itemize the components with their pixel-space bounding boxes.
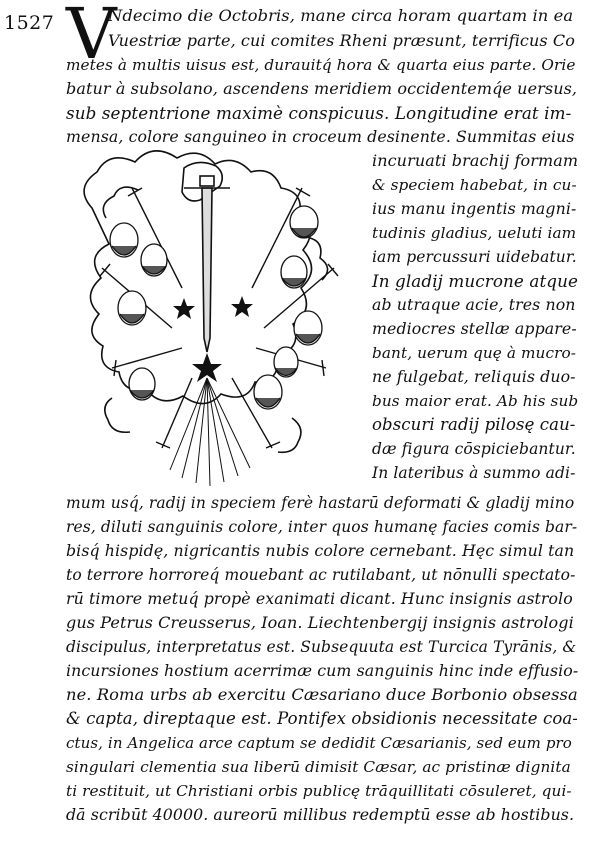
text-line: dæ figura cōspiciebantur. bbox=[372, 440, 576, 458]
text-line: In lateribus à summo adi- bbox=[372, 464, 576, 482]
text-line: sub septentrione maximè conspicuus. Longitudine erat im- bbox=[66, 103, 572, 123]
face-illustration bbox=[110, 223, 138, 257]
text-line: ti restituit, ut Christiani orbis publicę trāquillitati cōsuleret, qui- bbox=[66, 782, 572, 800]
text-line: ne. Roma urbs ab exercitu Cæsariano duce Borbonio obsessa bbox=[66, 685, 578, 704]
face-illustration bbox=[118, 291, 146, 325]
text-line: incursiones hostium acerrimæ cum sanguinis hinc inde effusio- bbox=[66, 661, 579, 680]
text-line: to terrore horroreq́ mouebant ac rutilabant, ut nōnulli spectato- bbox=[66, 566, 576, 584]
text-line: In gladij mucrone atque bbox=[372, 271, 578, 291]
text-line: ne fulgebat, reliquis duo- bbox=[372, 367, 576, 386]
text-line: singulari clementia sua liberū dimisit Cæsar, ac pristinæ dignita bbox=[66, 758, 571, 776]
face-illustration bbox=[274, 347, 298, 377]
face-illustration bbox=[141, 244, 167, 276]
face-illustration bbox=[290, 206, 318, 238]
text-line: bant, uerum quę à mucro- bbox=[372, 344, 577, 362]
text-line: ius manu ingentis magni- bbox=[372, 199, 577, 218]
text-line: obscuri radij pilosę cau- bbox=[372, 415, 576, 434]
face-illustration bbox=[129, 368, 155, 400]
text-line: mensa, colore sanguineo in croceum desinente. Summitas eius bbox=[66, 127, 575, 146]
text-line: & capta, direptaque est. Pontifex obsidionis necessitate coa- bbox=[66, 709, 578, 728]
text-line: & speciem habebat, in cu- bbox=[372, 176, 577, 194]
text-line: Ndecimo die Octobris, mane circa horam quartam in ea bbox=[108, 6, 574, 25]
page-year-header: 1527 bbox=[4, 12, 55, 34]
text-line: res, diluti sanguinis colore, inter quos humanę facies comis bar- bbox=[66, 518, 578, 536]
text-line: bisq́ hispidę, nigricantis nubis colore cernebant. Hęc simul tan bbox=[66, 541, 575, 560]
text-line: tudinis gladius, ueluti iam bbox=[372, 224, 577, 242]
text-line: iam percussuri uidebatur. bbox=[372, 248, 577, 266]
text-line: batur à subsolano, ascendens meridiem occidentemq́e uersus, bbox=[66, 79, 578, 98]
face-illustration bbox=[254, 375, 282, 409]
comet-woodcut-illustration bbox=[72, 148, 366, 488]
text-line: ctus, in Angelica arce captum se dedidit Cæsarianis, sed eum pro bbox=[66, 734, 572, 752]
text-line: mediocres stellæ appare- bbox=[372, 319, 577, 338]
text-line: mum usq́, radij in speciem ferè hastarū deformati & gladij mino bbox=[66, 494, 575, 512]
text-line: discipulus, interpretatus est. Subsequuta est Turcica Tyrānis, & bbox=[66, 638, 577, 656]
text-line: Vuestriæ parte, cui comites Rheni præsunt, terrificus Co bbox=[108, 31, 575, 50]
text-line: metes à multis uisus est, durauitq́ hora & quarta eius parte. Orie bbox=[66, 56, 576, 74]
text-line: dā scribūt 40000. aureorū millibus redemptū esse ab hostibus. bbox=[66, 805, 575, 824]
text-line: rū timore metuq́ propè exanimati dicant. Hunc insignis astrolo bbox=[66, 589, 573, 608]
text-line: bus maior erat. Ab his sub bbox=[372, 392, 579, 410]
drop-cap-initial: V bbox=[66, 0, 117, 75]
face-illustration bbox=[281, 256, 307, 288]
face-illustration bbox=[294, 311, 322, 345]
text-line: ab utraque acie, tres non bbox=[372, 295, 576, 314]
text-line: incuruati brachij formam bbox=[372, 151, 579, 170]
text-line: gus Petrus Creusserus, Ioan. Liechtenbergij insignis astrologi bbox=[66, 613, 574, 632]
